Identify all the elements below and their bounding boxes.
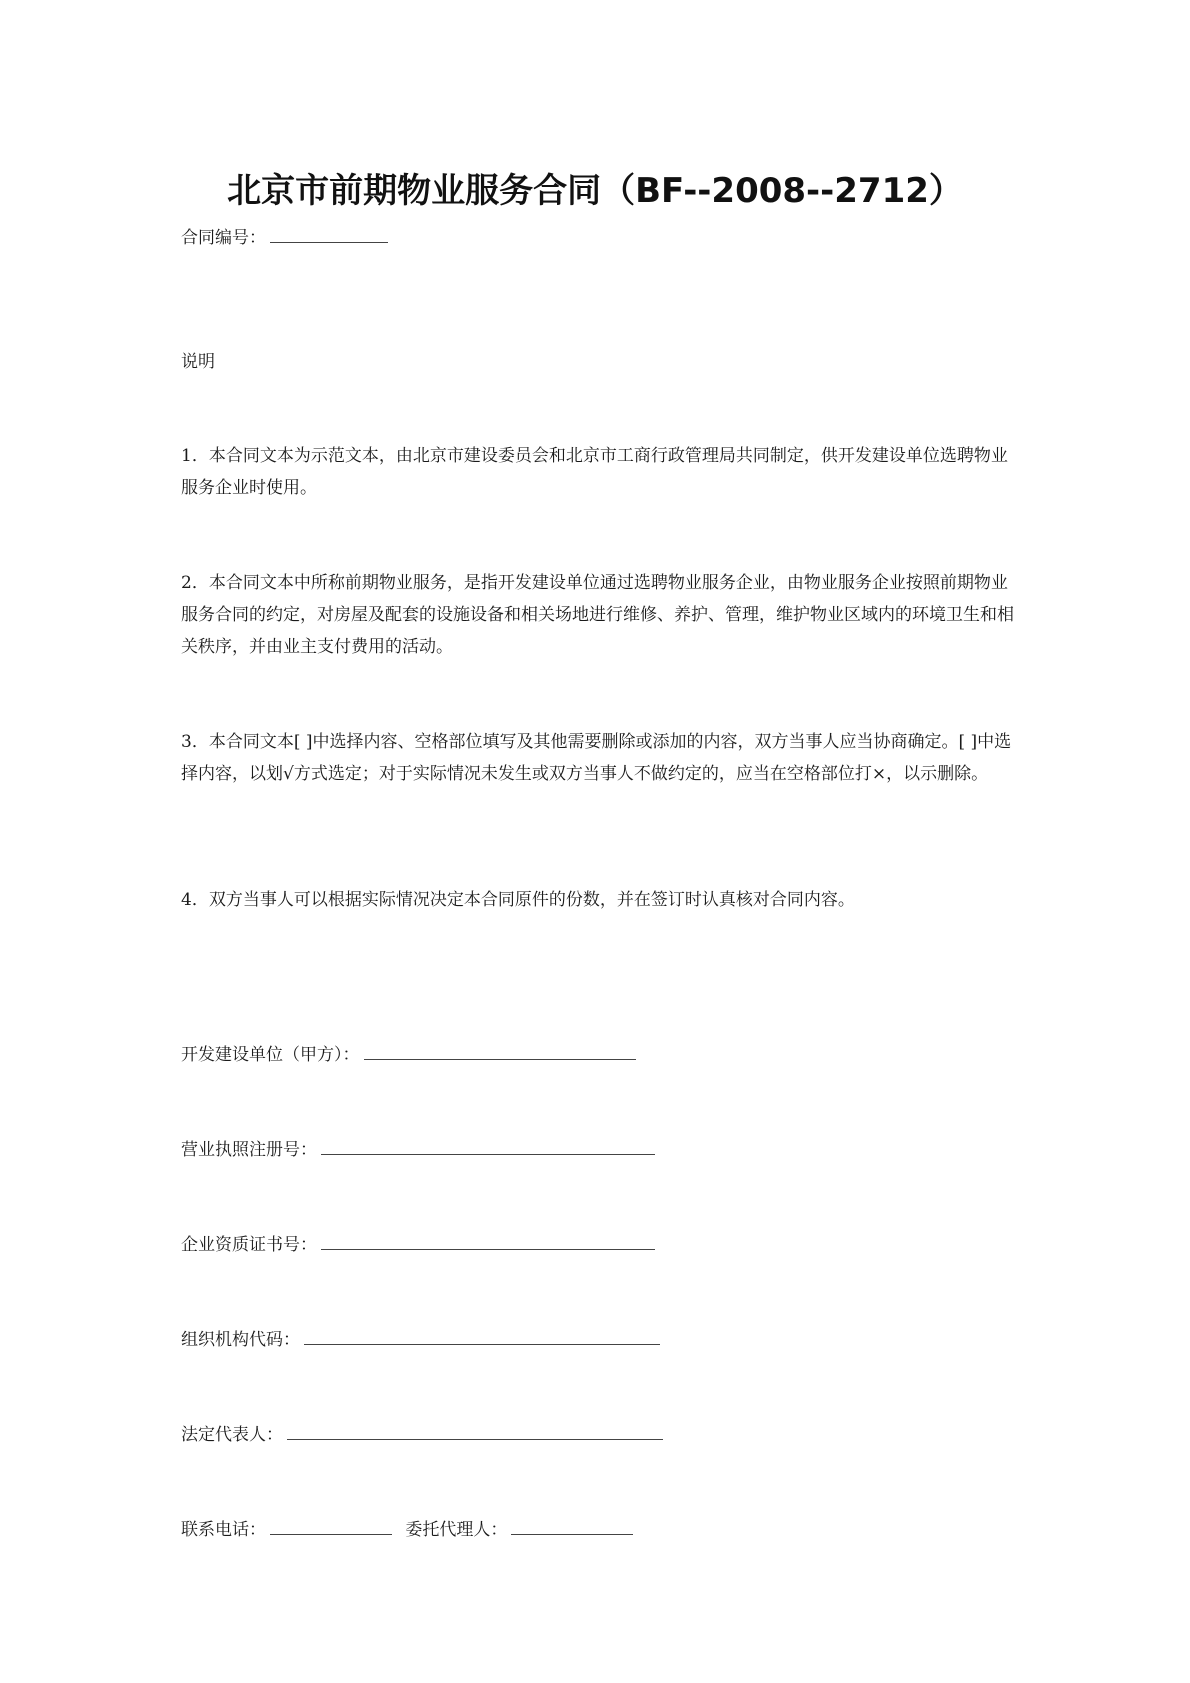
note-4: 4．双方当事人可以根据实际情况决定本合同原件的份数，并在签订时认真核对合同内容。 xyxy=(181,890,855,910)
qualification-cert-label: 企业资质证书号： xyxy=(181,1235,317,1255)
phone-agent-line xyxy=(181,1514,633,1546)
legal-rep-label: 法定代表人： xyxy=(181,1425,283,1445)
contract-number-label: 合同编号： xyxy=(181,228,266,248)
contract-number-line xyxy=(181,222,388,254)
section-heading: 说明 xyxy=(181,352,215,372)
business-license-label: 营业执照注册号： xyxy=(181,1140,317,1160)
agent-label: 委托代理人： xyxy=(405,1520,508,1540)
phone-blank xyxy=(270,1514,392,1535)
contract-number-blank xyxy=(270,222,388,243)
party-a-label: 开发建设单位（甲方）： xyxy=(181,1045,360,1065)
qualification-cert-line xyxy=(181,1229,655,1261)
agent-blank xyxy=(511,1514,633,1535)
note-1: 1．本合同文本为示范文本，由北京市建设委员会和北京市工商行政管理局共同制定，供开发建设单位选聘物业服务企业时使用。 xyxy=(181,446,1008,498)
business-license-blank xyxy=(321,1134,655,1155)
qualification-cert-blank xyxy=(321,1229,655,1250)
org-code-label: 组织机构代码： xyxy=(181,1330,300,1350)
org-code-line xyxy=(181,1324,660,1356)
phone-label: 联系电话： xyxy=(181,1520,266,1540)
legal-rep-blank xyxy=(287,1419,663,1440)
note-3: 3．本合同文本[ ]中选择内容、空格部位填写及其他需要删除或添加的内容，双方当事人应当协商确定。[ ]中选择内容，以划√方式选定；对于实际情况未发生或双方当事人不做约定的，应当在空格部位打×，以示删除。 xyxy=(181,732,1012,784)
party-a-blank xyxy=(364,1039,636,1060)
business-license-line xyxy=(181,1134,655,1166)
document-title: 北京市前期物业服务合同（BF--2008--2712） xyxy=(227,171,963,211)
org-code-blank xyxy=(304,1324,660,1345)
legal-rep-line xyxy=(181,1419,663,1451)
party-a-line xyxy=(181,1039,636,1071)
note-2: 2．本合同文本中所称前期物业服务，是指开发建设单位通过选聘物业服务企业，由物业服务企业按照前期物业服务合同的约定，对房屋及配套的设施设备和相关场地进行维修、养护、管理，维护物业区域内的环境卫生和相关秩序，并由业主支付费用的活动。 xyxy=(181,573,1014,657)
